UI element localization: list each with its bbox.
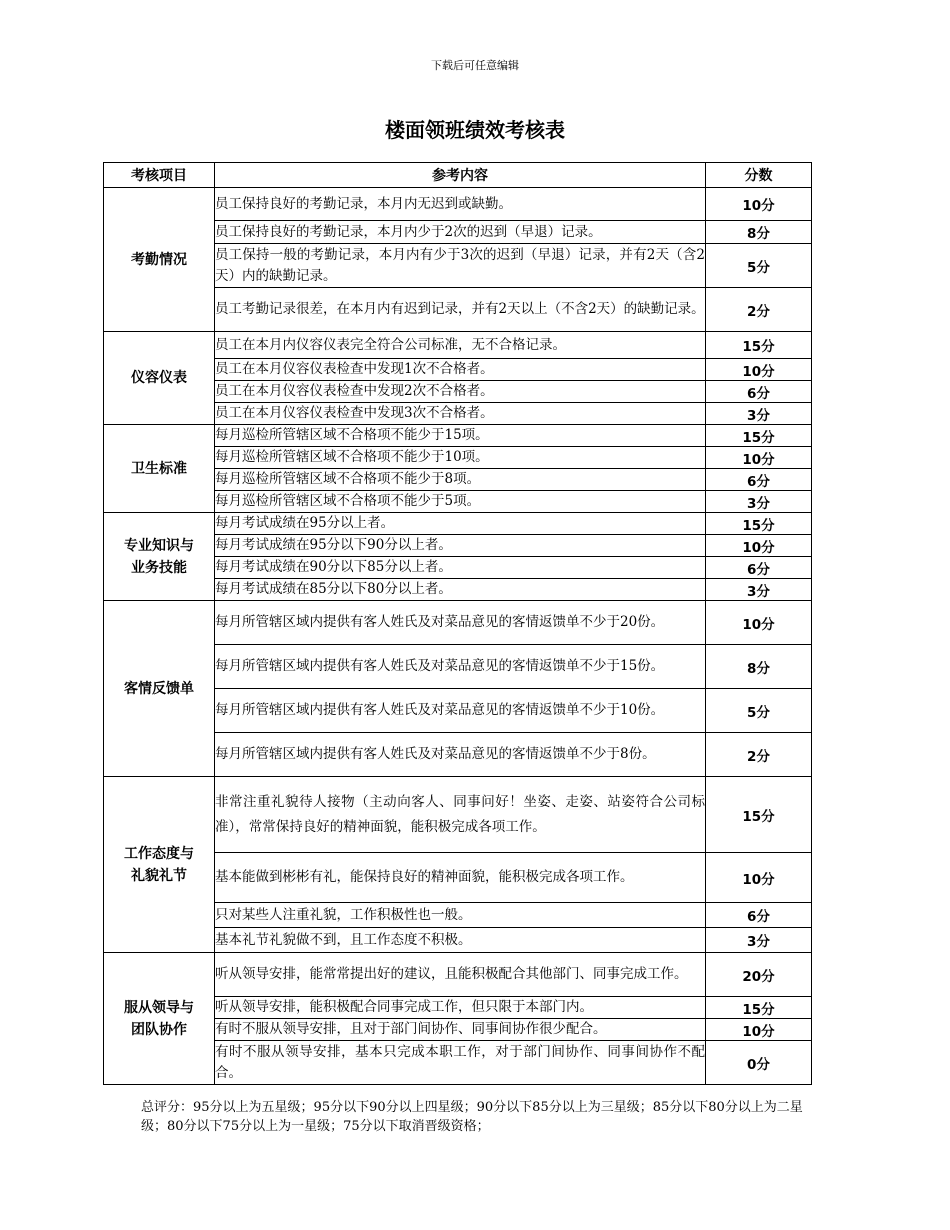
score-cell: 8分 — [706, 221, 812, 244]
score-cell: 6分 — [706, 557, 812, 579]
table-row — [104, 777, 812, 853]
content-cell: 每月考试成绩在90分以下85分以上者。 — [215, 557, 706, 579]
content-cell: 每月所管辖区域内提供有客人姓氏及对菜品意见的客情返馈单不少于15份。 — [215, 645, 706, 689]
score-cell: 20分 — [706, 953, 812, 997]
table-row — [104, 332, 812, 359]
score-cell: 3分 — [706, 491, 812, 513]
table-row — [104, 425, 812, 447]
score-cell: 3分 — [706, 928, 812, 953]
content-cell: 每月巡检所管辖区域不合格项不能少于8项。 — [215, 469, 706, 491]
category-label: 工作态度与 — [124, 845, 194, 862]
content-cell: 有时不服从领导安排，且对于部门间协作、同事间协作很少配合。 — [215, 1019, 706, 1041]
header-note: 下载后可任意编辑 — [431, 59, 519, 72]
score-cell: 6分 — [706, 903, 812, 928]
category-label: 客情反馈单 — [124, 680, 194, 697]
score-cell: 0分 — [706, 1041, 812, 1085]
content-cell: 员工保持良好的考勤记录，本月内无迟到或缺勤。 — [215, 188, 706, 221]
score-cell: 15分 — [706, 425, 812, 447]
content-cell: 员工考勤记录很差，在本月内有迟到记录，并有2天以上（不含2天）的缺勤记录。 — [215, 288, 706, 332]
footer-note: 总评分：95分以上为五星级；95分以下90分以上四星级；90分以下85分以上为三星级；85分以下80分以上为二星级；80分以下75分以上为一星级；75分以下取消晋级资格； — [141, 1100, 803, 1134]
content-cell: 员工在本月仪容仪表检查中发现3次不合格者。 — [215, 403, 706, 425]
score-cell: 2分 — [706, 288, 812, 332]
table-header-row — [104, 163, 812, 188]
content-cell: 每月考试成绩在95分以上者。 — [215, 513, 706, 535]
page-title: 楼面领班绩效考核表 — [385, 118, 565, 142]
content-cell: 非常注重礼貌待人接物（主动向客人、同事问好！坐姿、走姿、站姿符合公司标准），常常保持良好的精神面貌，能积极完成各项工作。 — [215, 777, 706, 853]
content-cell: 每月巡检所管辖区域不合格项不能少于15项。 — [215, 425, 706, 447]
score-cell: 15分 — [706, 332, 812, 359]
content-cell: 只对某些人注重礼貌，工作积极性也一般。 — [215, 903, 706, 928]
category-label: 专业知识与 — [124, 537, 194, 554]
category-cell — [104, 332, 215, 425]
category-label-line2: 团队协作 — [131, 1021, 187, 1038]
category-cell — [104, 513, 215, 601]
table-row — [104, 188, 812, 221]
content-cell: 每月巡检所管辖区域不合格项不能少于10项。 — [215, 447, 706, 469]
score-cell: 5分 — [706, 689, 812, 733]
category-cell — [104, 425, 215, 513]
content-cell: 有时不服从领导安排，基本只完成本职工作，对于部门间协作、同事间协作不配合。 — [215, 1041, 706, 1085]
category-label-line2: 礼貌礼节 — [131, 867, 187, 884]
table-row — [104, 953, 812, 997]
score-cell: 15分 — [706, 777, 812, 853]
category-label: 服从领导与 — [124, 999, 194, 1016]
score-cell: 10分 — [706, 188, 812, 221]
content-cell: 基本能做到彬彬有礼，能保持良好的精神面貌，能积极完成各项工作。 — [215, 853, 706, 903]
score-cell: 6分 — [706, 381, 812, 403]
score-cell: 2分 — [706, 733, 812, 777]
content-cell: 员工在本月仪容仪表检查中发现2次不合格者。 — [215, 381, 706, 403]
performance-table — [103, 162, 812, 1085]
score-cell: 8分 — [706, 645, 812, 689]
table-row — [104, 601, 812, 645]
content-cell: 基本礼节礼貌做不到，且工作态度不积极。 — [215, 928, 706, 953]
content-cell: 员工保持良好的考勤记录，本月内少于2次的迟到（早退）记录。 — [215, 221, 706, 244]
score-cell: 6分 — [706, 469, 812, 491]
category-cell — [104, 953, 215, 1085]
column-header-content: 参考内容 — [215, 163, 706, 188]
score-cell: 10分 — [706, 1019, 812, 1041]
content-cell: 每月考试成绩在85分以下80分以上者。 — [215, 579, 706, 601]
score-cell: 3分 — [706, 579, 812, 601]
content-cell: 员工在本月内仪容仪表完全符合公司标准，无不合格记录。 — [215, 332, 706, 359]
category-cell — [104, 188, 215, 332]
score-cell: 10分 — [706, 359, 812, 381]
category-label: 考勤情况 — [131, 251, 187, 268]
content-cell: 听从领导安排，能常常提出好的建议，且能积极配合其他部门、同事完成工作。 — [215, 953, 706, 997]
content-cell: 每月所管辖区域内提供有客人姓氏及对菜品意见的客情返馈单不少于20份。 — [215, 601, 706, 645]
column-header-score: 分数 — [706, 163, 812, 188]
content-cell: 每月考试成绩在95分以下90分以上者。 — [215, 535, 706, 557]
score-cell: 10分 — [706, 447, 812, 469]
category-cell — [104, 777, 215, 953]
score-cell: 3分 — [706, 403, 812, 425]
content-cell: 听从领导安排，能积极配合同事完成工作，但只限于本部门内。 — [215, 997, 706, 1019]
column-header-item: 考核项目 — [104, 163, 215, 188]
table-row — [104, 513, 812, 535]
category-label-line2: 业务技能 — [131, 559, 187, 576]
score-cell: 5分 — [706, 244, 812, 288]
score-cell: 10分 — [706, 601, 812, 645]
content-cell: 员工在本月仪容仪表检查中发现1次不合格者。 — [215, 359, 706, 381]
score-cell: 10分 — [706, 535, 812, 557]
score-cell: 15分 — [706, 997, 812, 1019]
score-cell: 15分 — [706, 513, 812, 535]
category-cell — [104, 601, 215, 777]
category-label: 卫生标准 — [131, 460, 187, 477]
content-cell: 每月巡检所管辖区域不合格项不能少于5项。 — [215, 491, 706, 513]
content-cell: 每月所管辖区域内提供有客人姓氏及对菜品意见的客情返馈单不少于10份。 — [215, 689, 706, 733]
score-cell: 10分 — [706, 853, 812, 903]
content-cell: 每月所管辖区域内提供有客人姓氏及对菜品意见的客情返馈单不少于8份。 — [215, 733, 706, 777]
category-label: 仪容仪表 — [131, 370, 187, 386]
content-cell: 员工保持一般的考勤记录，本月内有少于3次的迟到（早退）记录，并有2天（含2天）内的缺勤记录。 — [215, 244, 706, 288]
